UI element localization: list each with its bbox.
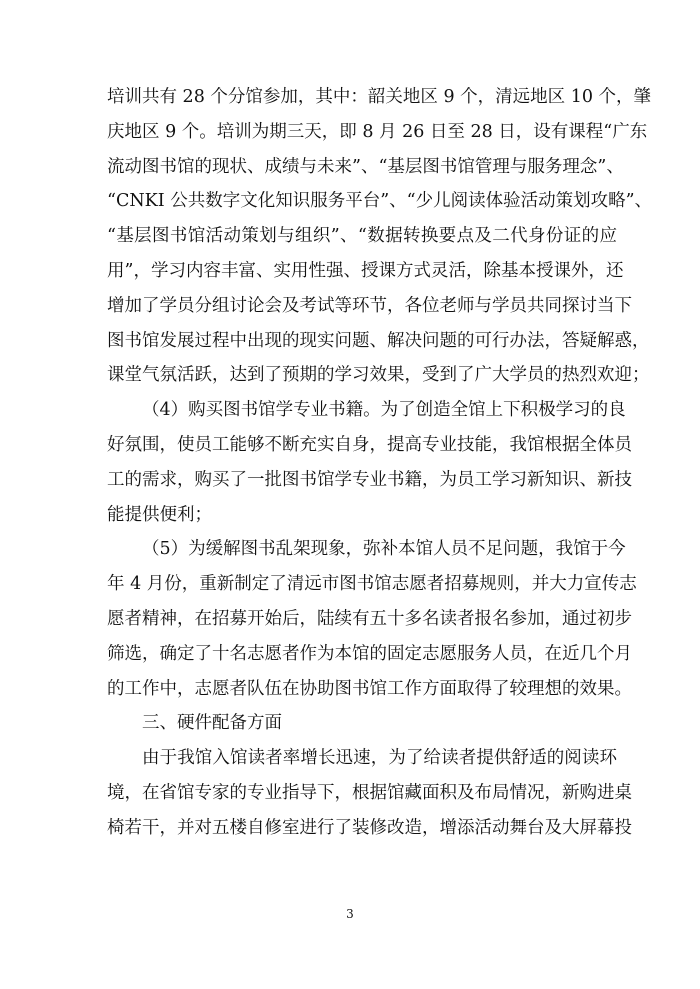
- text-line: 培训共有 28 个分馆参加，其中：韶关地区 9 个，清远地区 10 个，肇: [107, 87, 652, 107]
- text-line: 用”，学习内容丰富、实用性强、授课方式灵活，除基本授课外，还: [107, 260, 624, 281]
- text-line: 的工作中，志愿者队伍在协助图书馆工作方面取得了较理想的效果。: [107, 678, 632, 699]
- page-number: 3: [346, 907, 354, 921]
- text-line: 境，在省馆专家的专业指导下，根据馆藏面积及布局情况，新购进桌: [107, 782, 632, 803]
- text-line: 课堂气氛活跃，达到了预期的学习效果，受到了广大学员的热烈欢迎；: [107, 365, 650, 386]
- text-line: 庆地区 9 个。培训为期三天，即 8 月 26 日至 28 日，设有课程“广东: [107, 121, 648, 142]
- text-line: “基层图书馆活动策划与组织”、“数据转换要点及二代身份证的应: [107, 226, 617, 247]
- paragraph-start-line: 由于我馆入馆读者率增长迅速，为了给读者提供舒适的阅读环: [142, 748, 617, 769]
- text-line: “CNKI 公共数字文化知识服务平台”、“少儿阅读体验活动策划攻略”、: [107, 191, 653, 212]
- body-text: [107, 80, 653, 846]
- text-line: 增加了学员分组讨论会及考试等环节，各位老师与学员共同探讨当下: [107, 295, 632, 316]
- paragraph-start-line: （4）购买图书馆学专业书籍。为了创造全馆上下积极学习的良: [142, 400, 626, 421]
- text-line: 工的需求，购买了一批图书馆学专业书籍，为员工学习新知识、新技: [107, 469, 632, 490]
- text-line: 好氛围，使员工能够不断充实自身，提高专业技能，我馆根据全体员: [107, 434, 632, 455]
- text-line: 能提供便利；: [107, 504, 212, 525]
- text-line: 流动图书馆的现状、成绩与未来”、“基层图书馆管理与服务理念”、: [107, 156, 624, 177]
- text-line: 筛选，确定了十名志愿者作为本馆的固定志愿服务人员，在近几个月: [107, 643, 632, 664]
- text-line: 图书馆发展过程中出现的现实问题、解决问题的可行办法，答疑解惑，: [107, 330, 650, 351]
- text-line: 椅若干，并对五楼自修室进行了装修改造，增添活动舞台及大屏幕投: [107, 817, 632, 838]
- section-heading: 三、硬件配备方面: [142, 713, 282, 734]
- text-line: 年 4 月份，重新制定了清远市图书馆志愿者招募规则，并大力宣传志: [107, 574, 637, 595]
- paragraph-start-line: （5）为缓解图书乱架现象，弥补本馆人员不足问题，我馆于今: [142, 539, 626, 560]
- text-line: 愿者精神，在招募开始后，陆续有五十多名读者报名参加，通过初步: [107, 608, 632, 629]
